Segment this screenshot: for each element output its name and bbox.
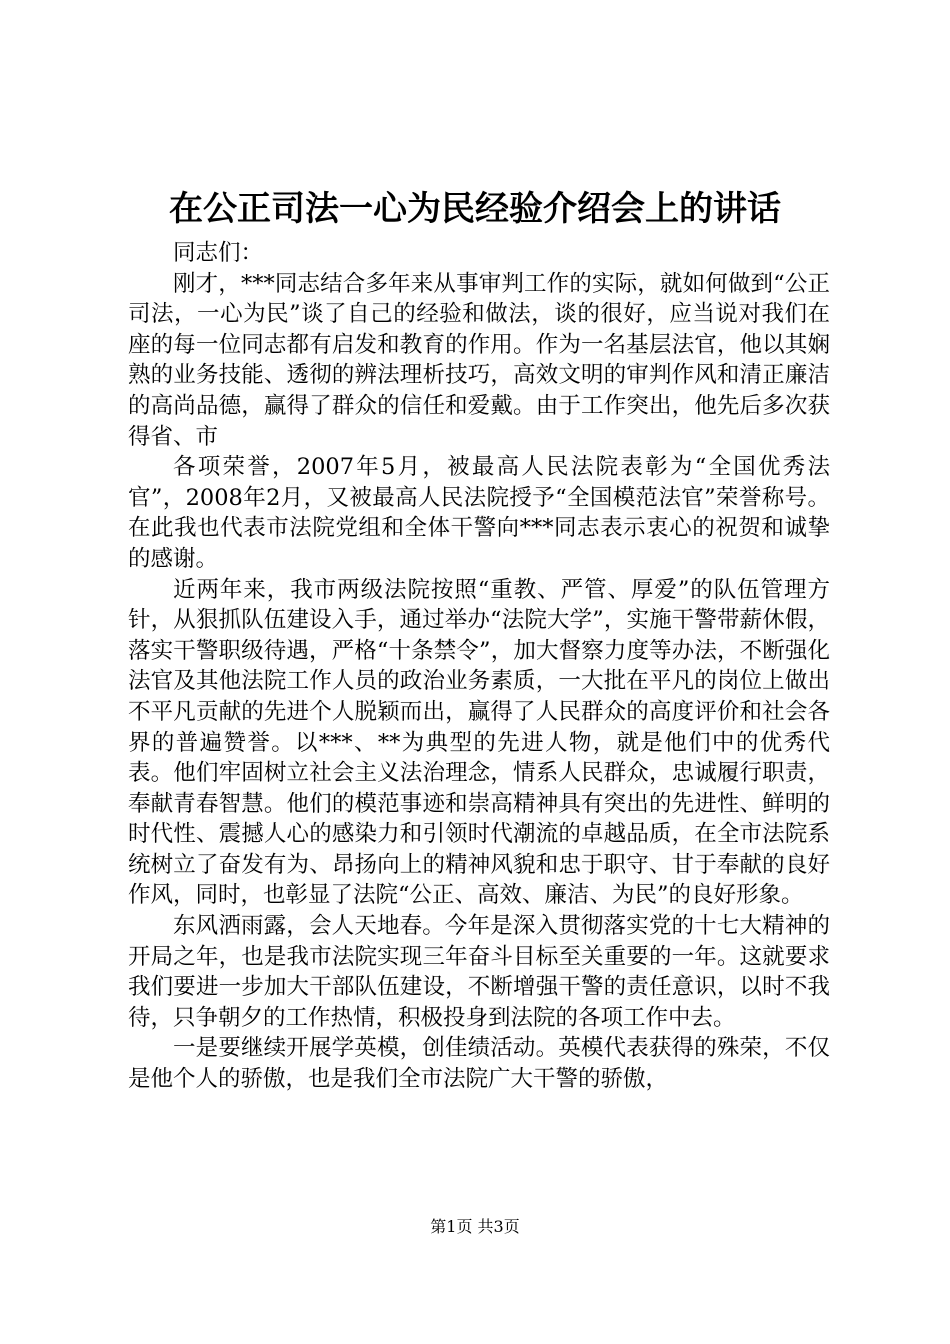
paragraph: 近两年来，我市两级法院按照“重教、严管、厚爱”的队伍管理方针，从狠抓队伍建设入手，通过举办“法院大学”，实施干警带薪休假，落实干警职级待遇，严格“十条禁令”，加大督察力度等办法，不断强化法官及其他法院工作人员的政治业务素质，一大批在平凡的岗位上做出不平凡贡献的先进个人脱颖而出，赢得了人民群众的高度评价和社会各界的普遍赞誉。以***、**为典型的先进人物，就是他们中的优秀代表。他们牢固树立社会主义法治理念，情系人民群众，忠诚履行职责，奉献青春智慧。他们的模范事迹和崇高精神具有突出的先进性、鲜明的时代性、震撼人心的感染力和引领时代潮流的卓越品质，在全市法院系统树立了奋发有为、昂扬向上的精神风貌和忠于职守、甘于奉献的良好作风，同时，也彰显了法院“公正、高效、廉洁、为民”的良好形象。 <box>128 576 830 909</box>
paragraph: 刚才，***同志结合多年来从事审判工作的实际，就如何做到“公正司法，一心为民”谈了自己的经验和做法，谈的很好，应当说对我们在座的每一位同志都有启发和教育的作用。作为一名基层法官，他以其娴熟的业务技能、透彻的辨法理析技巧，高效文明的审判作风和清正廉洁的高尚品德，赢得了群众的信任和爱戴。由于工作突出，他先后多次获得省、市 <box>128 270 830 450</box>
paragraph: 一是要继续开展学英模，创佳绩活动。英模代表获得的殊荣，不仅是他个人的骄傲，也是我们全市法院广大干警的骄傲， <box>128 1035 830 1093</box>
paragraph: 各项荣誉，2007年5月，被最高人民法院表彰为“全国优秀法官”，2008年2月，又被最高人民法院授予“全国模范法官”荣誉称号。在此我也代表市法院党组和全体干警向***同志表示衷心的祝贺和诚挚的感谢。 <box>128 454 830 572</box>
paragraph: 东风洒雨露，会人天地春。今年是深入贯彻落实党的十七大精神的开局之年，也是我市法院实现三年奋斗目标至关重要的一年。这就要求我们要进一步加大干部队伍建设，不断增强干警的责任意识，以时不我待，只争朝夕的工作热情，积极投身到法院的各项工作中去。 <box>128 913 830 1031</box>
page-number: 第1页 共3页 <box>430 1217 520 1236</box>
paragraph-salutation: 同志们： <box>173 240 264 266</box>
document-body <box>128 238 830 1095</box>
document-title: 在公正司法一心为民经验介绍会上的讲话 <box>169 189 781 229</box>
